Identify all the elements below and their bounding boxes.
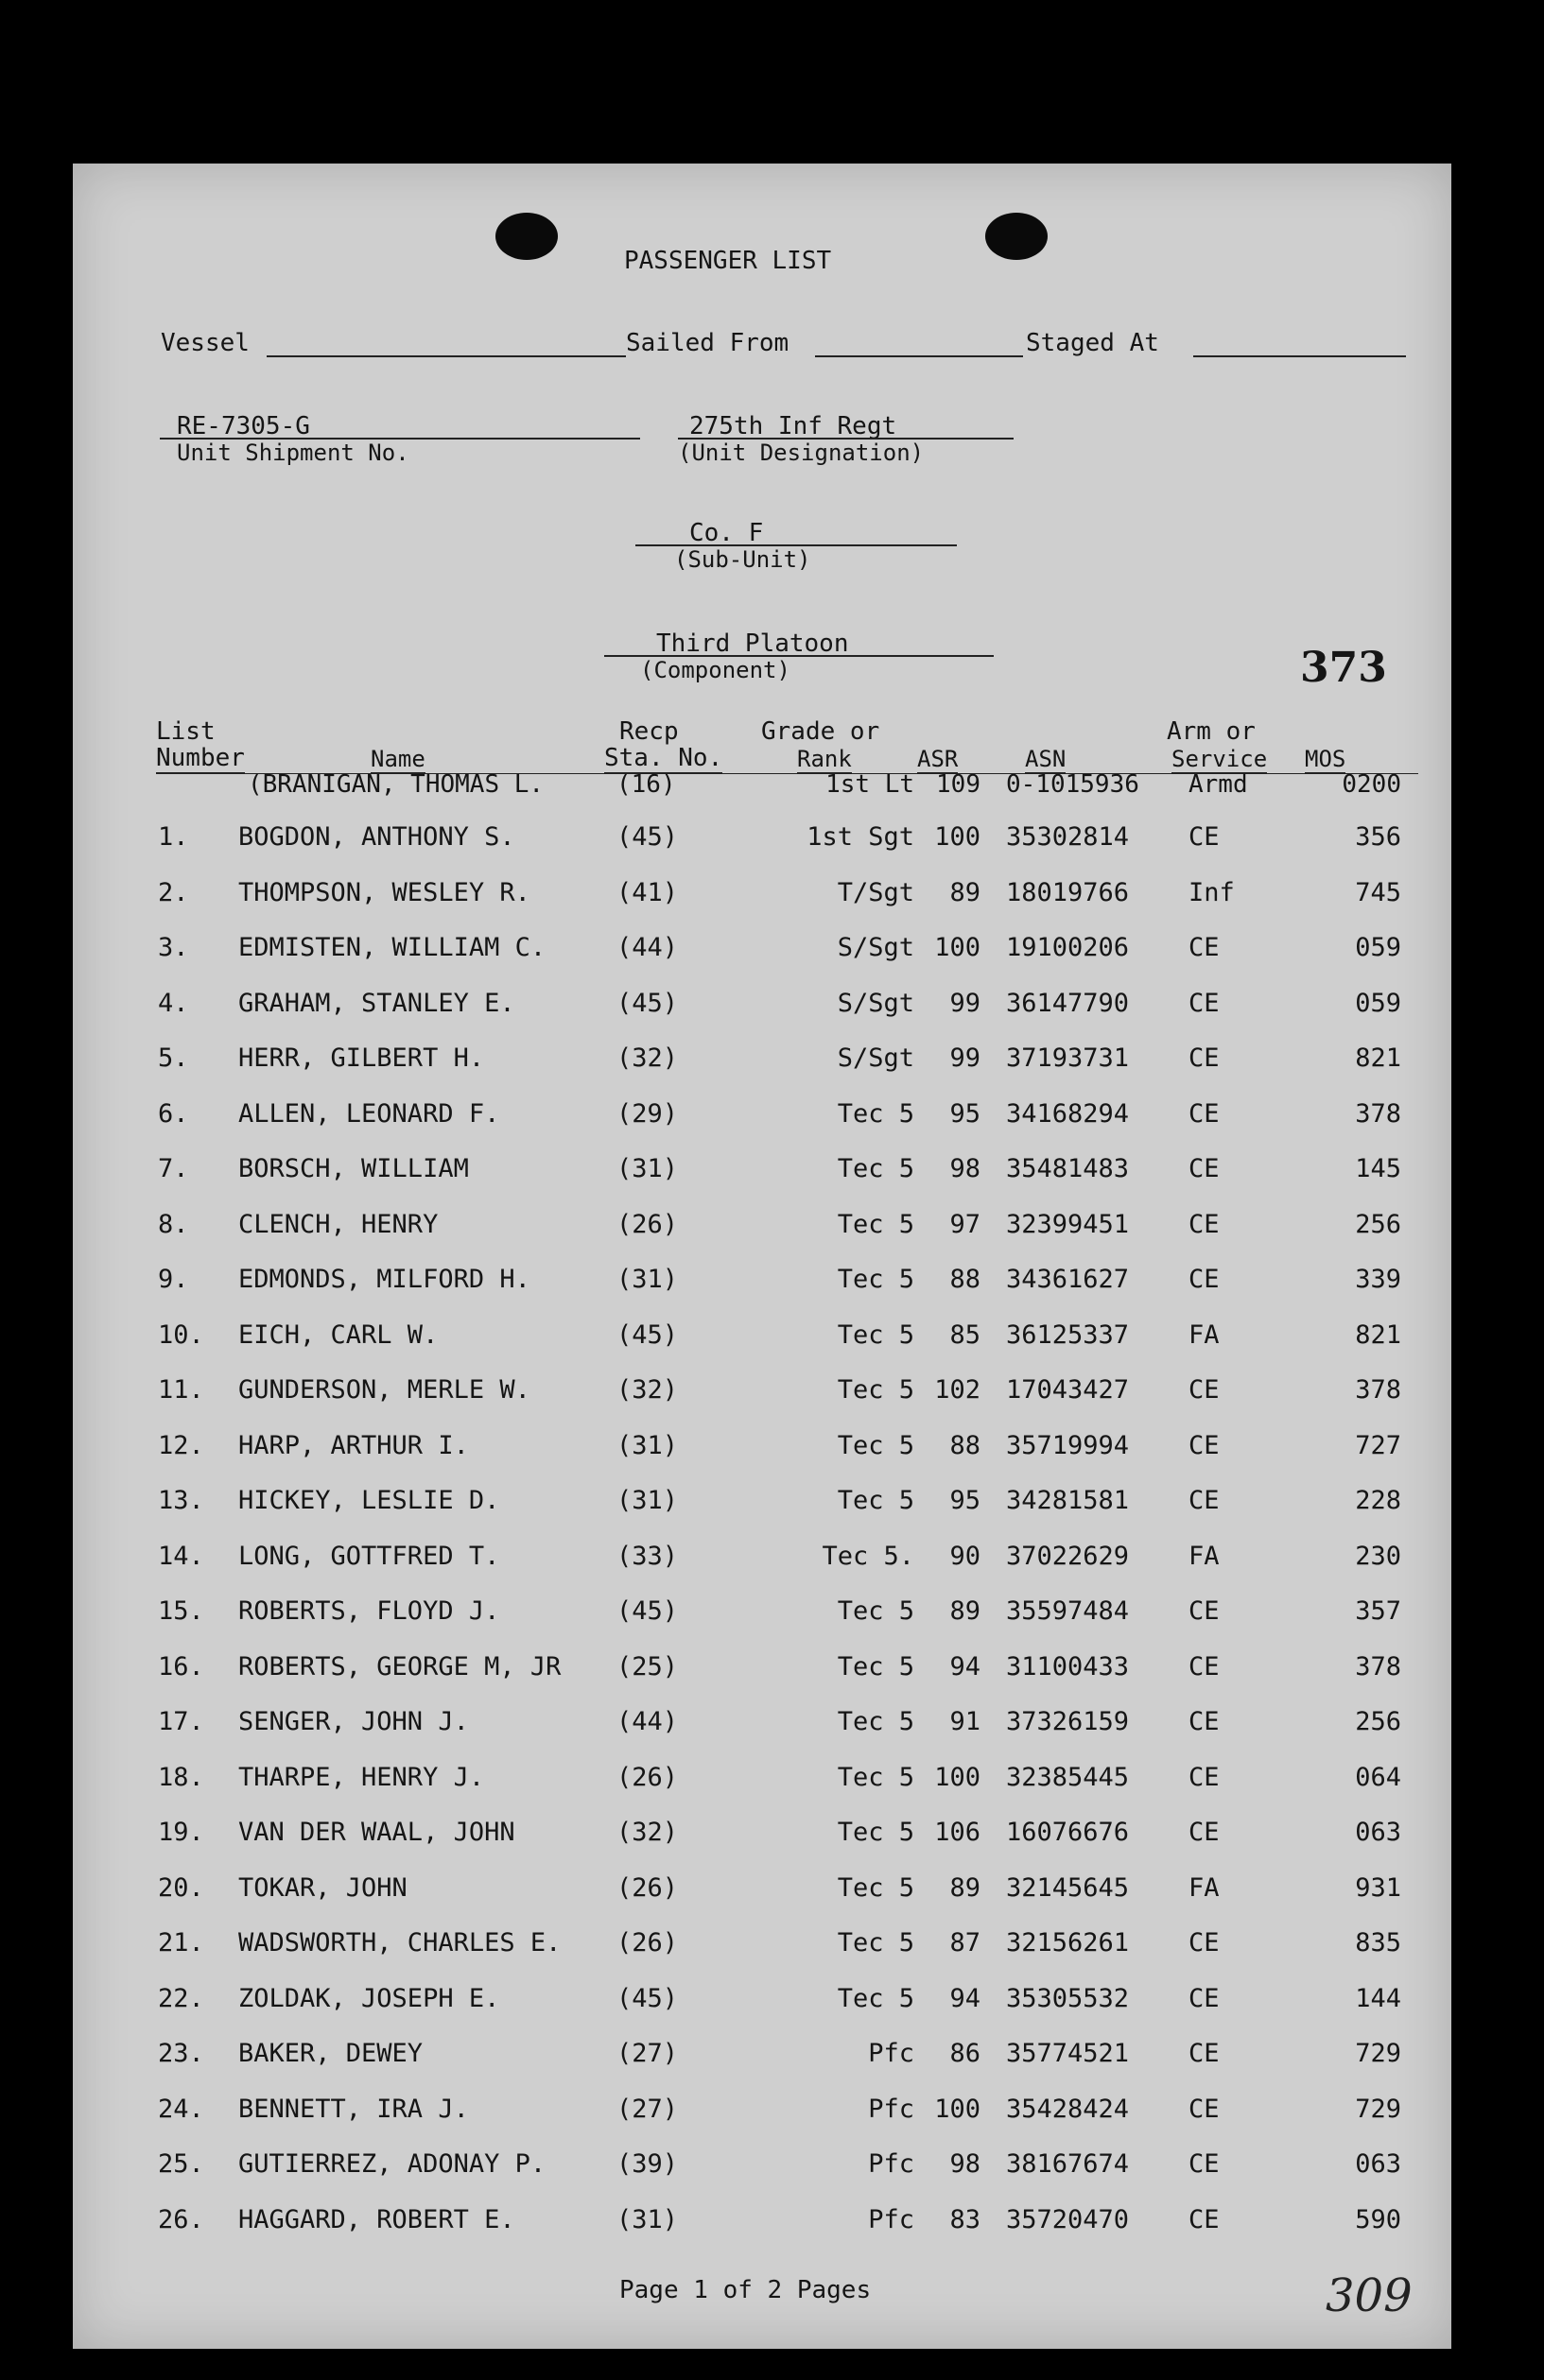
mos: 745 [1355,878,1401,907]
arm-service: CE [1188,1984,1220,2013]
asr: 98 [949,2149,980,2179]
list-number: 14. [158,1542,204,1571]
recp-sta-no: (26) [616,1210,679,1239]
asr: 102 [934,1375,980,1405]
component: Third Platoon [656,629,849,658]
mos: 356 [1355,822,1401,852]
grade: Pfc [868,2149,914,2179]
grade: S/Sgt [837,933,914,962]
grade: Tec 5 [837,1928,914,1957]
arm-service: CE [1188,1818,1220,1847]
grade: Pfc [868,2039,914,2068]
mos: 339 [1355,1265,1401,1294]
passenger-name: GUNDERSON, MERLE W. [238,1375,530,1405]
asr: 89 [949,1596,980,1626]
asn: 35719994 [1006,1431,1130,1460]
passenger-name: ROBERTS, GEORGE M, JR [238,1652,562,1682]
passenger-name: BOGDON, ANTHONY S. [238,822,515,852]
list-number: 7. [158,1154,189,1183]
list-number: 19. [158,1818,204,1847]
table-row [73,1431,1451,1465]
list-number: 2. [158,878,189,907]
list-number: 11. [158,1375,204,1405]
mos: 256 [1355,1707,1401,1736]
passenger-name: ZOLDAK, JOSEPH E. [238,1984,500,2013]
col-grade-top: Grade or [761,717,880,746]
mos: 821 [1355,1320,1401,1350]
recp-sta-no: (32) [616,1818,679,1847]
mos: 378 [1355,1652,1401,1682]
passenger-name: WADSWORTH, CHARLES E. [238,1928,562,1957]
asn: 34281581 [1006,1486,1130,1515]
col-name: Name [371,746,425,772]
table-row [73,1154,1451,1188]
col-asr: ASR [917,746,959,772]
recp-sta-no: (31) [616,1486,679,1515]
asn: 37193731 [1006,1043,1130,1073]
sailed-from-field-line [815,355,1023,357]
col-recp-top: Recp [619,717,679,746]
list-number: 18. [158,1763,204,1792]
recp-sta-no: (27) [616,2039,679,2068]
recp-sta-no: (33) [616,1542,679,1571]
passenger-name: HERR, GILBERT H. [238,1043,485,1073]
page-number-stamp: 373 [1300,644,1387,692]
arm-service: CE [1188,2149,1220,2179]
passenger-name: TOKAR, JOHN [238,1873,408,1903]
passenger-name: LONG, GOTTFRED T. [238,1542,500,1571]
document-page [73,164,1451,2349]
col-list-number-top: List [156,717,216,746]
table-row [73,1818,1451,1852]
grade: S/Sgt [837,989,914,1018]
punch-hole-right [985,213,1048,260]
table-row [73,1984,1451,2018]
unit-shipment-caption: Unit Shipment No. [177,440,409,466]
list-number: 20. [158,1873,204,1903]
sailed-from-label: Sailed From [626,329,789,357]
asn: 36147790 [1006,989,1130,1018]
passenger-name: EICH, CARL W. [238,1320,439,1350]
asr: 94 [949,1652,980,1682]
recp-sta-no: (31) [616,1265,679,1294]
recp-sta-no: (31) [616,2205,679,2234]
passenger-name: THARPE, HENRY J. [238,1763,485,1792]
mos: 228 [1355,1486,1401,1515]
passenger-name: SENGER, JOHN J. [238,1707,469,1736]
officer-row [73,770,1451,802]
grade: Tec 5 [837,1763,914,1792]
arm-service: CE [1188,1486,1220,1515]
unit-designation: 275th Inf Regt [689,412,897,440]
asn: 32145645 [1006,1873,1130,1903]
arm-service: CE [1188,1375,1220,1405]
arm-service: FA [1188,1320,1220,1350]
officer-recp: (16) [616,770,676,799]
list-number: 1. [158,822,189,852]
col-asn: ASN [1025,746,1067,772]
list-number: 8. [158,1210,189,1239]
arm-service: CE [1188,1652,1220,1682]
recp-sta-no: (45) [616,1320,679,1350]
mos: 063 [1355,1818,1401,1847]
asr: 87 [949,1928,980,1957]
col-recp-bottom: Sta. No. [604,744,723,772]
asr: 95 [949,1099,980,1129]
passenger-name: ALLEN, LEONARD F. [238,1099,500,1129]
passenger-name: EDMISTEN, WILLIAM C. [238,933,546,962]
grade: Tec 5 [837,1873,914,1903]
grade: Tec 5 [837,1210,914,1239]
asr: 85 [949,1320,980,1350]
list-number: 3. [158,933,189,962]
arm-service: Inf [1188,878,1235,907]
col-list-number-bottom: Number [156,744,245,772]
officer-asn: 0-1015936 [1006,770,1139,799]
passenger-name: HICKEY, LESLIE D. [238,1486,500,1515]
asr: 100 [934,1763,980,1792]
passenger-name: BAKER, DEWEY [238,2039,424,2068]
officer-arm: Armd [1188,770,1248,799]
list-number: 21. [158,1928,204,1957]
arm-service: CE [1188,1928,1220,1957]
asr: 100 [934,822,980,852]
arm-service: CE [1188,989,1220,1018]
recp-sta-no: (31) [616,1154,679,1183]
list-number: 23. [158,2039,204,2068]
unit-designation-caption: (Unit Designation) [678,440,925,466]
asr: 106 [934,1818,980,1847]
grade: Tec 5 [837,1707,914,1736]
table-row [73,933,1451,967]
mos: 931 [1355,1873,1401,1903]
component-caption: (Component) [640,657,790,683]
table-row [73,2039,1451,2073]
sub-unit: Co. F [689,519,764,547]
asr: 99 [949,1043,980,1073]
asr: 86 [949,2039,980,2068]
list-number: 17. [158,1707,204,1736]
passenger-name: GRAHAM, STANLEY E. [238,989,515,1018]
mos: 821 [1355,1043,1401,1073]
mos: 145 [1355,1154,1401,1183]
arm-service: CE [1188,1596,1220,1626]
asr: 90 [949,1542,980,1571]
table-row [73,2095,1451,2129]
arm-service: CE [1188,1763,1220,1792]
asn: 35305532 [1006,1984,1130,2013]
mos: 357 [1355,1596,1401,1626]
table-row [73,1265,1451,1299]
table-row [73,1928,1451,1962]
asn: 34168294 [1006,1099,1130,1129]
asn: 35302814 [1006,822,1130,852]
mos: 378 [1355,1375,1401,1405]
staged-at-field-line [1193,355,1406,357]
officer-mos: 0200 [1342,770,1401,799]
asn: 37326159 [1006,1707,1130,1736]
mos: 063 [1355,2149,1401,2179]
asr: 94 [949,1984,980,2013]
arm-service: CE [1188,2095,1220,2124]
arm-service: CE [1188,1154,1220,1183]
arm-service: CE [1188,933,1220,962]
passenger-name: THOMPSON, WESLEY R. [238,878,530,907]
table-row [73,989,1451,1023]
asn: 36125337 [1006,1320,1130,1350]
passenger-name: BORSCH, WILLIAM [238,1154,469,1183]
list-number: 5. [158,1043,189,1073]
recp-sta-no: (45) [616,989,679,1018]
recp-sta-no: (25) [616,1652,679,1682]
list-number: 4. [158,989,189,1018]
col-arm-bottom: Service [1171,746,1268,772]
grade: Pfc [868,2095,914,2124]
asr: 88 [949,1431,980,1460]
mos: 729 [1355,2095,1401,2124]
officer-asr: 109 [936,770,980,799]
col-grade-bottom: Rank [797,746,852,772]
list-number: 25. [158,2149,204,2179]
asr: 100 [934,2095,980,2124]
table-row [73,1099,1451,1133]
asn: 37022629 [1006,1542,1130,1571]
arm-service: CE [1188,822,1220,852]
asn: 31100433 [1006,1652,1130,1682]
passenger-name: EDMONDS, MILFORD H. [238,1265,530,1294]
asr: 97 [949,1210,980,1239]
punch-hole-left [495,213,558,260]
grade: Tec 5 [837,1154,914,1183]
grade: Tec 5 [837,1265,914,1294]
passenger-name: GUTIERREZ, ADONAY P. [238,2149,546,2179]
sub-unit-caption: (Sub-Unit) [674,546,811,573]
recp-sta-no: (45) [616,822,679,852]
list-number: 26. [158,2205,204,2234]
grade: Tec 5 [837,1375,914,1405]
table-row [73,1596,1451,1630]
passenger-name: ROBERTS, FLOYD J. [238,1596,500,1626]
grade: Tec 5. [822,1542,914,1571]
mos: 230 [1355,1542,1401,1571]
recp-sta-no: (44) [616,1707,679,1736]
handwritten-number: 309 [1326,2269,1413,2322]
table-row [73,878,1451,912]
mos: 064 [1355,1763,1401,1792]
asn: 35428424 [1006,2095,1130,2124]
mos: 256 [1355,1210,1401,1239]
asr: 100 [934,933,980,962]
table-row [73,1320,1451,1354]
arm-service: CE [1188,1099,1220,1129]
grade: Tec 5 [837,1596,914,1626]
arm-service: CE [1188,2205,1220,2234]
asr: 95 [949,1486,980,1515]
recp-sta-no: (39) [616,2149,679,2179]
passenger-name: HARP, ARTHUR I. [238,1431,469,1460]
unit-shipment-no: RE-7305-G [177,412,310,440]
staged-at-label: Staged At [1026,329,1159,357]
page-count: Page 1 of 2 Pages [619,2276,872,2304]
grade: Tec 5 [837,1431,914,1460]
grade: Tec 5 [837,1818,914,1847]
arm-service: CE [1188,1707,1220,1736]
officer-name: (BRANIGAN, THOMAS L. [248,770,545,799]
passenger-name: BENNETT, IRA J. [238,2095,469,2124]
asr: 89 [949,1873,980,1903]
asn: 16076676 [1006,1818,1130,1847]
grade: T/Sgt [837,878,914,907]
recp-sta-no: (31) [616,1431,679,1460]
grade: Tec 5 [837,1099,914,1129]
recp-sta-no: (27) [616,2095,679,2124]
arm-service: CE [1188,2039,1220,2068]
table-row [73,1210,1451,1244]
list-number: 24. [158,2095,204,2124]
asr: 99 [949,989,980,1018]
arm-service: FA [1188,1873,1220,1903]
recp-sta-no: (26) [616,1873,679,1903]
asn: 35774521 [1006,2039,1130,2068]
grade: Tec 5 [837,1652,914,1682]
passenger-name: VAN DER WAAL, JOHN [238,1818,515,1847]
grade: Tec 5 [837,1486,914,1515]
mos: 729 [1355,2039,1401,2068]
table-row [73,2205,1451,2239]
asr: 83 [949,2205,980,2234]
grade: S/Sgt [837,1043,914,1073]
document-title: PASSENGER LIST [624,247,832,275]
table-row [73,1763,1451,1797]
mos: 144 [1355,1984,1401,2013]
list-number: 12. [158,1431,204,1460]
grade: Tec 5 [837,1320,914,1350]
asn: 35481483 [1006,1154,1130,1183]
recp-sta-no: (41) [616,878,679,907]
asr: 89 [949,878,980,907]
list-number: 9. [158,1265,189,1294]
asn: 18019766 [1006,878,1130,907]
asn: 38167674 [1006,2149,1130,2179]
asn: 32385445 [1006,1763,1130,1792]
list-number: 6. [158,1099,189,1129]
table-row [73,1707,1451,1741]
grade: 1st Sgt [807,822,914,852]
recp-sta-no: (45) [616,1596,679,1626]
arm-service: CE [1188,1265,1220,1294]
recp-sta-no: (45) [616,1984,679,2013]
vessel-label: Vessel [161,329,250,357]
recp-sta-no: (32) [616,1043,679,1073]
asn: 17043427 [1006,1375,1130,1405]
asn: 34361627 [1006,1265,1130,1294]
arm-service: CE [1188,1043,1220,1073]
asr: 88 [949,1265,980,1294]
mos: 835 [1355,1928,1401,1957]
vessel-field-line [267,355,626,357]
list-number: 16. [158,1652,204,1682]
asr: 91 [949,1707,980,1736]
table-row [73,1652,1451,1686]
recp-sta-no: (26) [616,1928,679,1957]
recp-sta-no: (29) [616,1099,679,1129]
table-row [73,1375,1451,1409]
arm-service: CE [1188,1210,1220,1239]
list-number: 13. [158,1486,204,1515]
officer-grade: 1st Lt [825,770,914,799]
asn: 35720470 [1006,2205,1130,2234]
mos: 059 [1355,933,1401,962]
col-arm-top: Arm or [1167,717,1256,746]
grade: Pfc [868,2205,914,2234]
arm-service: CE [1188,1431,1220,1460]
table-row [73,1873,1451,1907]
asn: 19100206 [1006,933,1130,962]
mos: 590 [1355,2205,1401,2234]
asn: 32156261 [1006,1928,1130,1957]
table-row [73,1043,1451,1078]
table-row [73,1486,1451,1520]
recp-sta-no: (32) [616,1375,679,1405]
table-row [73,822,1451,856]
asn: 35597484 [1006,1596,1130,1626]
grade: Tec 5 [837,1984,914,2013]
recp-sta-no: (44) [616,933,679,962]
list-number: 15. [158,1596,204,1626]
recp-sta-no: (26) [616,1763,679,1792]
asn: 32399451 [1006,1210,1130,1239]
mos: 059 [1355,989,1401,1018]
table-row [73,2149,1451,2183]
list-number: 22. [158,1984,204,2013]
table-row [73,1542,1451,1576]
asr: 98 [949,1154,980,1183]
mos: 727 [1355,1431,1401,1460]
list-number: 10. [158,1320,204,1350]
passenger-name: HAGGARD, ROBERT E. [238,2205,515,2234]
mos: 378 [1355,1099,1401,1129]
arm-service: FA [1188,1542,1220,1571]
passenger-name: CLENCH, HENRY [238,1210,439,1239]
col-mos: MOS [1305,746,1346,772]
